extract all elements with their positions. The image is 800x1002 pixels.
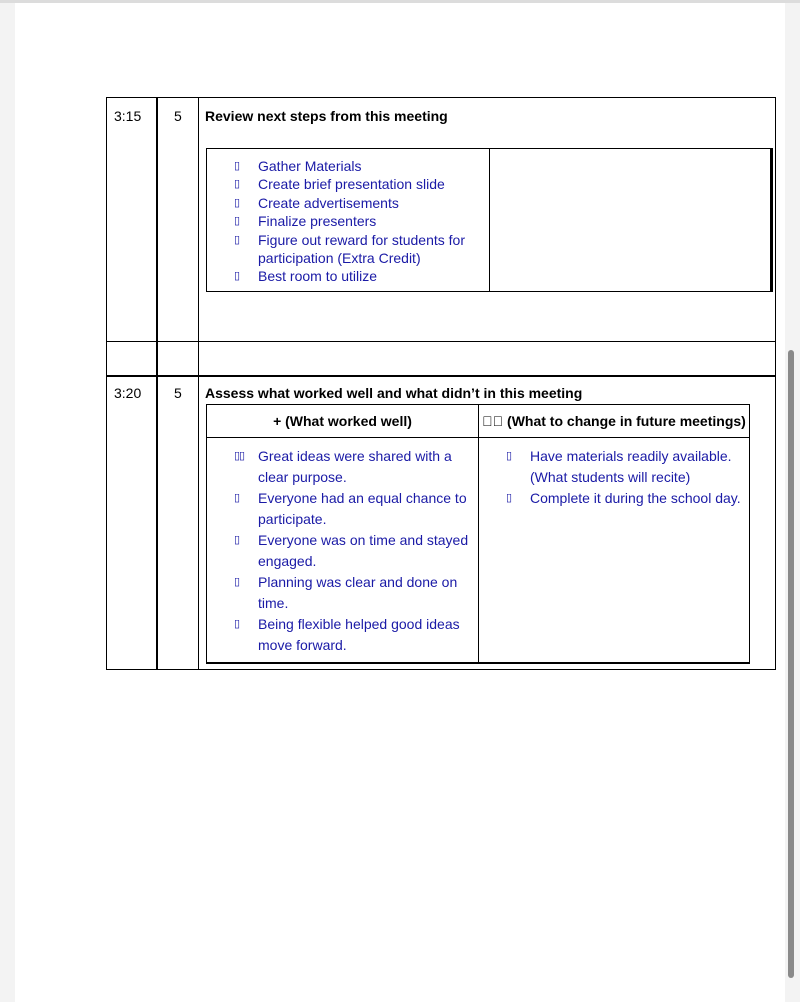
list-item: ▯ Gather Materials <box>234 158 362 174</box>
row-time: 3:15 <box>114 108 142 124</box>
bullet-icon: ▯ <box>506 492 512 504</box>
bullet-icon: ▯ <box>234 196 240 209</box>
list-item: ▯ Everyone had an equal chance to participate. <box>234 490 467 527</box>
change-list <box>506 446 746 509</box>
list-item: ▯ Have materials readily available. (What students will recite) <box>506 448 732 485</box>
bullet-icon: ▯▯ <box>234 450 245 462</box>
column-divider <box>198 98 199 669</box>
bullet-icon: ▯ <box>234 618 240 630</box>
row-minutes: 5 <box>174 108 182 124</box>
list-item: ▯ Create advertisements <box>234 194 399 211</box>
delta-header: ☐⃞ (What to change in future meetings) <box>482 413 746 429</box>
column-divider <box>156 98 158 669</box>
agenda-table <box>106 97 776 670</box>
bullet-icon: ▯ <box>234 492 240 504</box>
row-divider <box>107 341 775 342</box>
plus-header: + (What worked well) <box>273 413 412 429</box>
list-item: ▯ Everyone was on time and stayed engaged. <box>234 532 469 569</box>
row-divider <box>107 375 775 377</box>
list-item: ▯ Figure out reward for students for participation (Extra Credit) <box>234 231 465 267</box>
table-right-edge <box>770 149 772 291</box>
list-item: ▯ Planning was clear and done on time. <box>234 574 458 611</box>
header-divider <box>207 437 749 438</box>
list-item: ▯ Best room to utilize <box>234 268 378 285</box>
bullet-icon: ▯ <box>234 233 240 246</box>
column-divider <box>489 149 490 291</box>
bullet-icon: ▯ <box>234 178 240 191</box>
row-title: Review next steps from this meeting <box>205 108 448 124</box>
list-item: ▯ Complete it during the school day. <box>506 488 746 509</box>
row-title: Assess what worked well and what didn’t in this meeting <box>205 385 583 401</box>
next-steps-table <box>206 148 773 292</box>
list-item: ▯▯ Great ideas were shared with a clear purpose. <box>234 448 452 485</box>
bullet-icon: ▯ <box>234 215 240 228</box>
next-steps-list <box>234 157 484 286</box>
list-item: ▯ Being flexible helped good ideas move forward. <box>234 616 460 653</box>
list-item: ▯ Finalize presenters <box>234 213 377 230</box>
bullet-icon: ▯ <box>234 270 240 283</box>
worked-well-list <box>234 446 474 656</box>
row-minutes: 5 <box>174 385 182 401</box>
bullet-icon: ▯ <box>234 576 240 588</box>
plus-delta-table <box>206 404 750 664</box>
bullet-icon: ▯ <box>506 450 512 462</box>
bullet-icon: ▯ <box>234 160 240 172</box>
vertical-scrollbar[interactable] <box>788 350 794 978</box>
column-divider <box>478 405 479 663</box>
list-item: ▯ Create brief presentation slide <box>234 176 445 193</box>
bullet-icon: ▯ <box>234 534 240 546</box>
row-time: 3:20 <box>114 385 142 401</box>
